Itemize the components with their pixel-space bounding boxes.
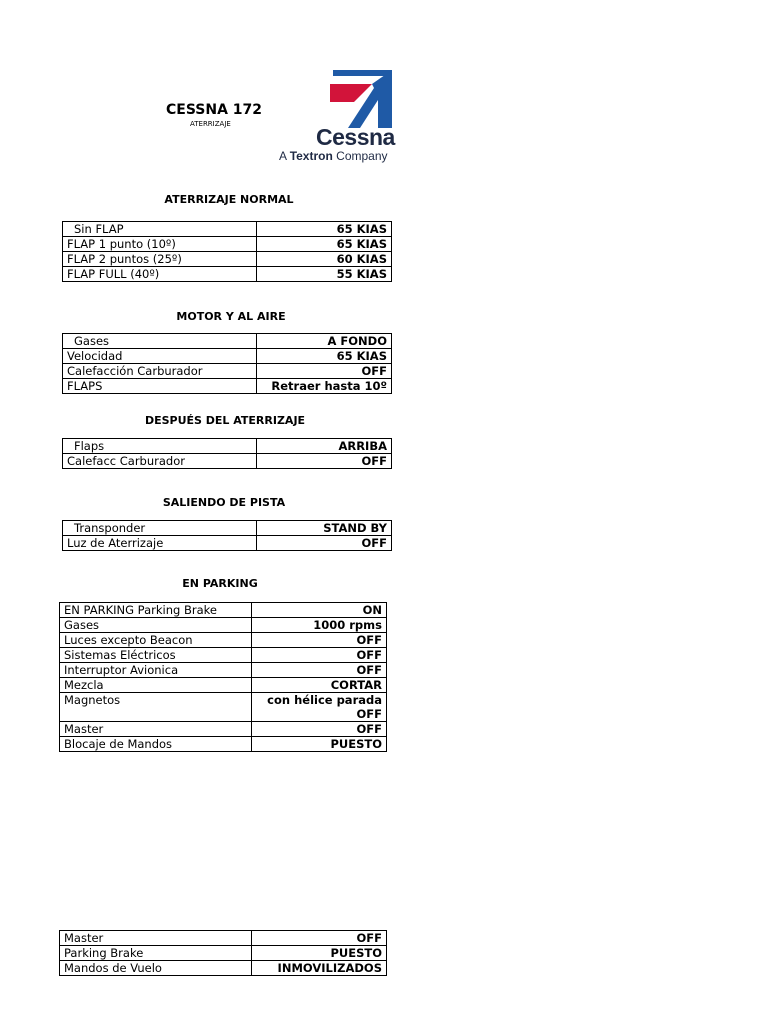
item-value: 1000 rpms <box>252 618 387 633</box>
table-row <box>63 349 392 364</box>
table-row <box>63 267 392 282</box>
item-value: OFF <box>252 633 387 648</box>
table-row <box>60 618 387 633</box>
table-normal <box>62 221 392 282</box>
item-label: Flaps <box>63 439 257 454</box>
item-label: Sistemas Eléctricos <box>60 648 252 663</box>
item-value: OFF <box>257 454 392 469</box>
item-value: STAND BY <box>257 521 392 536</box>
table-row <box>60 946 387 961</box>
item-value: PUESTO <box>252 737 387 752</box>
table-row <box>60 663 387 678</box>
item-value <box>252 693 387 722</box>
item-label: FLAP 1 punto (10º) <box>63 237 257 252</box>
table-row <box>60 931 387 946</box>
table-final <box>59 930 387 976</box>
item-value: OFF <box>252 931 387 946</box>
item-value: PUESTO <box>252 946 387 961</box>
item-label: Gases <box>63 334 257 349</box>
table-row <box>63 252 392 267</box>
table-row <box>60 633 387 648</box>
logo-tagline: A Textron Company <box>279 149 388 163</box>
item-value: Retraer hasta 10º <box>257 379 392 394</box>
table-row <box>63 379 392 394</box>
table-row <box>63 521 392 536</box>
page-subtitle: ATERRIZAJE <box>190 120 231 128</box>
section-heading-despues: DESPUÉS DEL ATERRIZAJE <box>144 414 306 427</box>
table-row <box>60 961 387 976</box>
item-label: FLAP 2 puntos (25º) <box>63 252 257 267</box>
table-row <box>60 603 387 618</box>
item-value: OFF <box>257 536 392 551</box>
item-label: Luz de Aterrizaje <box>63 536 257 551</box>
item-value: OFF <box>252 663 387 678</box>
cessna-logo-icon <box>330 70 396 128</box>
item-label: Transponder <box>63 521 257 536</box>
item-label: Luces excepto Beacon <box>60 633 252 648</box>
table-row <box>60 737 387 752</box>
item-value-line1: con hélice parada <box>267 693 382 707</box>
item-label: Calefacc Carburador <box>63 454 257 469</box>
item-label: Gases <box>60 618 252 633</box>
table-despues <box>62 438 392 469</box>
table-row <box>60 722 387 737</box>
table-row <box>60 648 387 663</box>
section-heading-normal: ATERRIZAJE NORMAL <box>164 193 294 206</box>
item-value: A FONDO <box>257 334 392 349</box>
item-label: Velocidad <box>63 349 257 364</box>
item-label: Master <box>60 931 252 946</box>
item-value: 55 KIAS <box>257 267 392 282</box>
table-row <box>63 536 392 551</box>
table-row <box>63 454 392 469</box>
table-saliendo <box>62 520 392 551</box>
item-label: Magnetos <box>60 693 252 722</box>
item-label: EN PARKING Parking Brake <box>60 603 252 618</box>
item-label: Master <box>60 722 252 737</box>
table-parking <box>59 602 387 752</box>
item-label: Interruptor Avionica <box>60 663 252 678</box>
table-row <box>63 222 392 237</box>
item-label: Parking Brake <box>60 946 252 961</box>
item-value: 65 KIAS <box>257 222 392 237</box>
item-value: OFF <box>252 648 387 663</box>
item-value: 65 KIAS <box>257 237 392 252</box>
table-row <box>63 237 392 252</box>
item-value: ON <box>252 603 387 618</box>
section-heading-saliendo: SALIENDO DE PISTA <box>162 496 286 509</box>
item-label: FLAP FULL (40º) <box>63 267 257 282</box>
table-row <box>63 334 392 349</box>
page-title: CESSNA 172 <box>166 102 263 118</box>
item-label: FLAPS <box>63 379 257 394</box>
table-row <box>63 439 392 454</box>
item-label: Mezcla <box>60 678 252 693</box>
table-motor <box>62 333 392 394</box>
item-value: 65 KIAS <box>257 349 392 364</box>
item-value: INMOVILIZADOS <box>252 961 387 976</box>
item-value: OFF <box>252 722 387 737</box>
item-value: ARRIBA <box>257 439 392 454</box>
item-value: CORTAR <box>252 678 387 693</box>
section-heading-motor: MOTOR Y AL AIRE <box>176 310 286 323</box>
item-label: Sin FLAP <box>63 222 257 237</box>
item-value: OFF <box>257 364 392 379</box>
item-value-line2: OFF <box>356 707 382 721</box>
item-label: Blocaje de Mandos <box>60 737 252 752</box>
item-value: 60 KIAS <box>257 252 392 267</box>
item-label: Mandos de Vuelo <box>60 961 252 976</box>
logo-wordmark: Cessna <box>316 124 395 150</box>
table-row <box>63 364 392 379</box>
table-row <box>60 693 387 722</box>
section-heading-parking: EN PARKING <box>182 577 258 590</box>
item-label: Calefacción Carburador <box>63 364 257 379</box>
table-row <box>60 678 387 693</box>
